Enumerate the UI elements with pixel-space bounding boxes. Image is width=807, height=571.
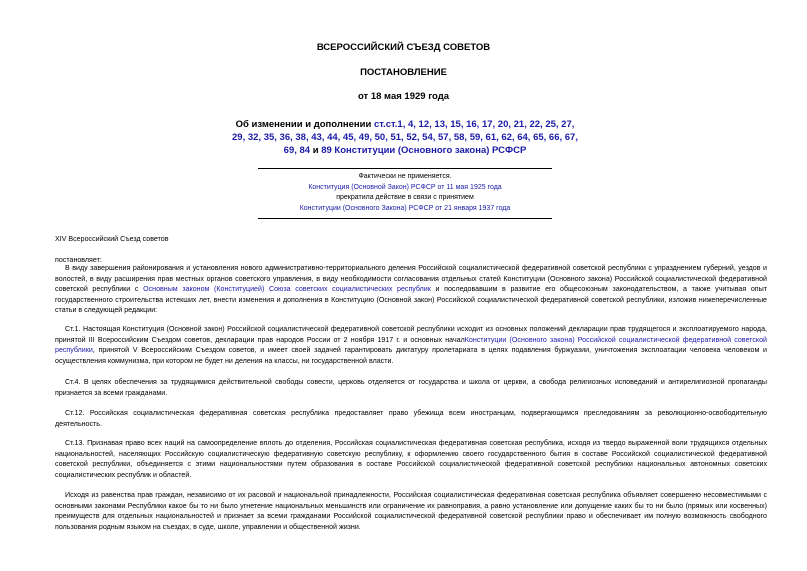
issuer-line: XIV Всероссийский Съезд советов <box>55 235 169 243</box>
intro-text: В виду завершения районирования и установления нового административно-территориального деления Российской социалистической федеративной советской республики с упразднением губерний, уездов и волостей, в виду расширения прав местных органов советского управления, в виду необходимости согласования отдельных статей Конституции (Основного закона) Российской социалистической федеративной советской республики с <box>55 264 767 293</box>
title-prefix: Об изменении и дополнении <box>235 119 374 130</box>
rsfsr-constitution-link[interactable]: Конституции (Основного закона) Российской социалистической федеративной советской республики <box>55 335 767 354</box>
intro-paragraph <box>55 263 767 316</box>
notice-line-1: Фактически не применяется. <box>358 173 452 180</box>
equality-paragraph: Исходя из равенства прав граждан, независимо от их расовой и национальной принадлежности, Российская социалистическая федеративная советская республика объявляет совершенно несовместимыми с основными законами Республики какое бы то ни было угнетение национальных меньшинств или ограничение их равноправия, а равно установление или допущение каких бы то ни было (прямых или косвенных) преимуществ для отдельных национальностей и признает за всеми гражданами Российской социалистической федеративной советской республики право и обеспечивает им полную возможность свободного пользования родным языком на съездах, в суде, школе, управлении и общественной жизни. <box>55 491 767 531</box>
constitution-link[interactable]: Конституции (Основного закона) РСФСР <box>331 145 527 156</box>
status-notice <box>258 172 552 214</box>
constitution-1937-link[interactable]: Конституции (Основного Закона) РСФСР от 21 января 1937 года <box>299 204 511 212</box>
document-title <box>230 118 580 157</box>
document-type-heading: ПОСТАНОВЛЕНИЕ <box>360 67 447 78</box>
constitution-1925-link[interactable]: Конституция (Основной Закон) РСФСР от 11 мая 1925 года <box>308 183 502 191</box>
divider-top <box>258 168 552 169</box>
article-89-link[interactable]: 89 <box>321 145 332 156</box>
notice-line-3: прекратила действие в связи с принятием <box>336 194 474 201</box>
resolves-line: постановляет: <box>55 256 102 264</box>
divider-bottom <box>258 218 552 219</box>
article-1-paragraph <box>55 324 767 366</box>
article-12-paragraph: Ст.12. Российская социалистическая федеративная советская республика предоставляет право убежища всем иностранцам, подвергающимся преследованиям за революционно-освободительную деятельность. <box>55 409 767 428</box>
article-13-paragraph: Ст.13. Признавая право всех наций на самоопределение вплоть до отделения, Российская социалистическая федеративная советская республика, исходя из твердо выраженной воли трудящихся отдельных национальностей, населяющих Российскую социалистическую федеративную советскую республику, к оформлению своего государственного бытия в составе Российской социалистической федеративной советской республики, объединяется с этими национальностями путем образования в составе Российской социалистической федеративной советской республики национальных автономных советских социалистических республик и областей. <box>55 439 767 479</box>
ussr-constitution-link[interactable]: Основным законом (Конституцией) Союза советских социалистических республик <box>143 285 431 293</box>
document-date: от 18 мая 1929 года <box>357 91 450 102</box>
article-1-text: Ст.1. Настоящая Конституция (Основной закон) Российской социалистической федеративной советской республики исходит из основных положений декларации прав трудящегося и эксплоатируемого народа, принятой III Всероссийским Съездом советов, декларации прав народов России от 2 ноября 1917 г. и основных начал <box>55 325 767 344</box>
congress-heading: ВСЕРОССИЙСКИЙ СЪЕЗД СОВЕТОВ <box>316 42 491 53</box>
article-4-paragraph: Ст.4. В целях обеспечения за трудящимися действительной свободы совести, церковь отделяется от государства и школа от церкви, а свобода религиозных исповеданий и антирелигиозной пропаганды признается за всеми гражданами. <box>55 378 767 397</box>
article-1-text-end: , принятой V Всероссийским Съездом советов, и имеет своей задачей гарантировать диктатуру пролетариата в целях подавления буржуазии, уничтожения эксплоатации человека человеком и осуществления коммунизма, при котором не будет ни деления на классы, ни государственной власти. <box>55 346 767 365</box>
title-middle: и <box>310 145 322 156</box>
articles-link[interactable]: ст.ст.1, 4, 12, 13, 15, 16, 17, 20, 21, 22, 25, 27, 29, 32, 35, 36, 38, 43, 44, 45, 49, 50, 51, 52, 54, 57, 58, 59, 61, 62, 64, 65, 66, 67, 69, 84 <box>232 119 578 156</box>
intro-text-end: и последовавшим в развитие его общесоюзным законодательством, а также учитывая опыт государственного строительства истекших лет, внести изменения и дополнения в Конституцию (Основной закон) Российской социалистической федеративной советской республики, изложив нижеперечисленные статьи в следующей редакции: <box>55 285 767 314</box>
